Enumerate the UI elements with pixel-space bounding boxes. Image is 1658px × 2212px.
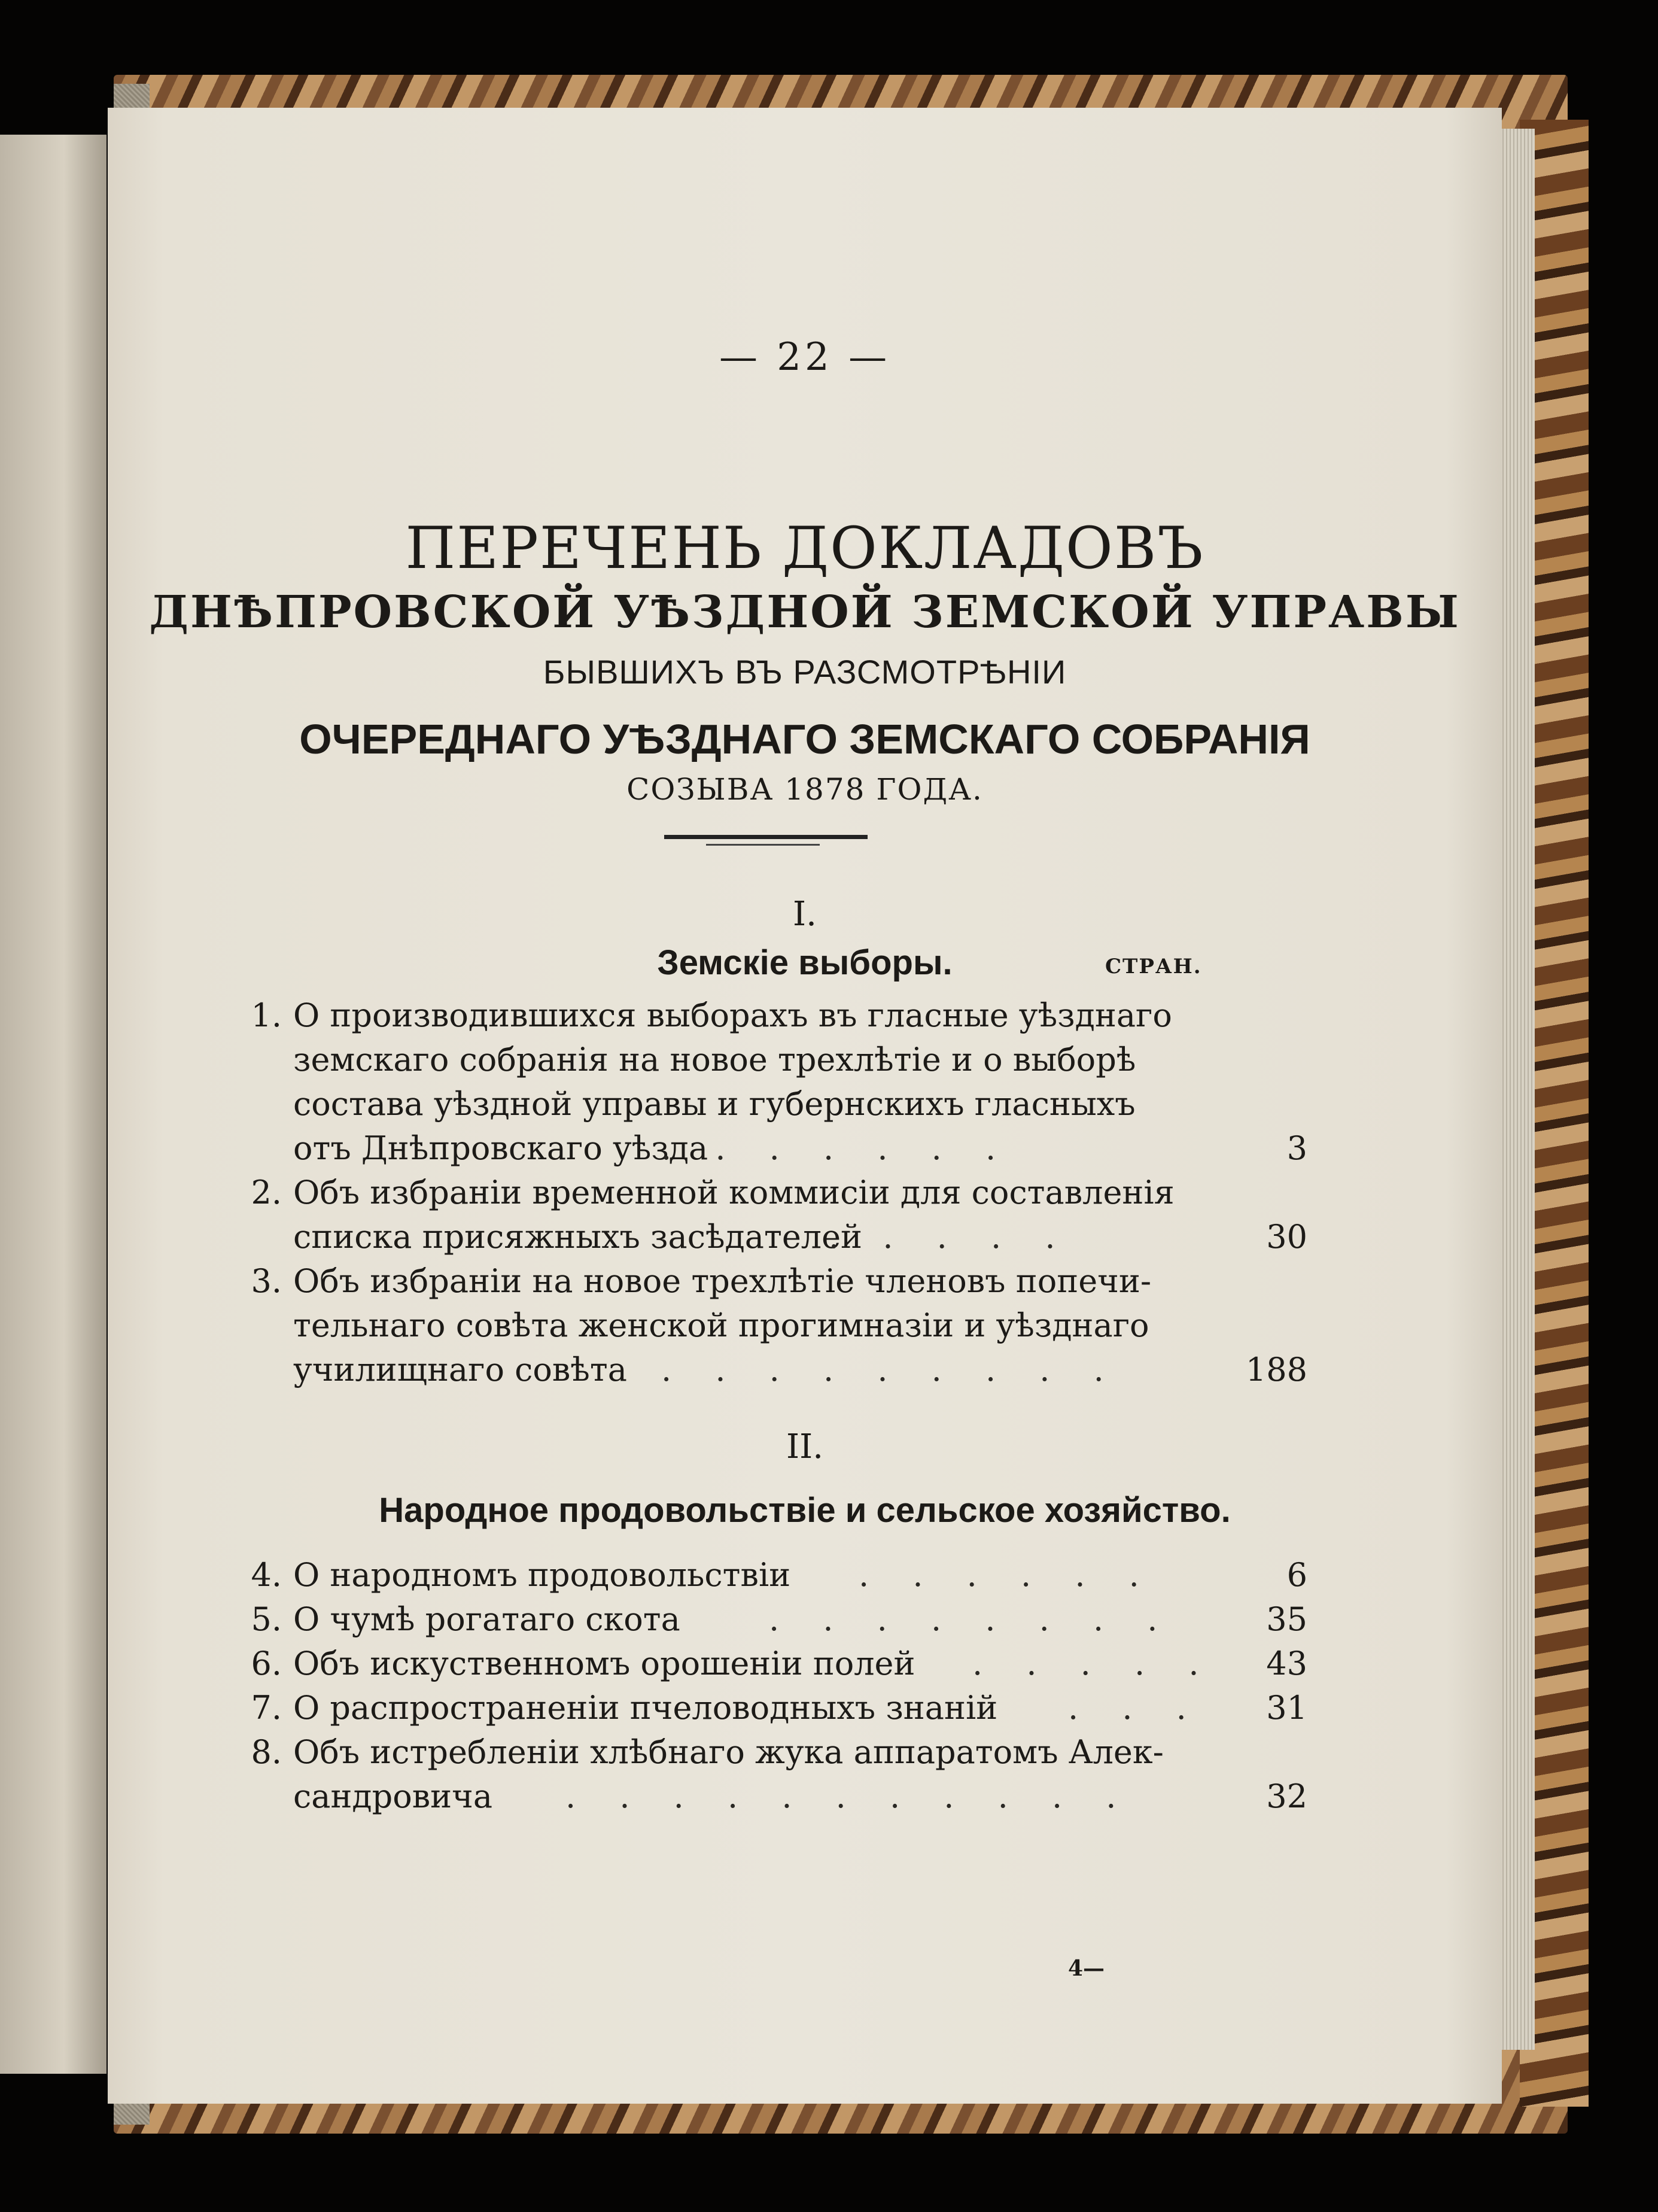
entry-text: отъ Днѣпровскаго уѣзда	[293, 1129, 708, 1167]
toc-entry	[230, 1259, 1307, 1304]
page-number: — 22 —	[719, 335, 891, 379]
entry-page: 188	[1245, 1351, 1307, 1388]
entry-text: училищнаго совѣта	[293, 1351, 627, 1388]
toc-entry-cont	[230, 1304, 1307, 1348]
entry-number: 4.	[251, 1556, 282, 1594]
entry-number: 2.	[251, 1174, 282, 1211]
title-line-3: БЫВШИХЪ ВЪ РАЗСМОТРѢНІИ	[543, 653, 1067, 691]
page-column-label: СТРАН.	[1105, 955, 1202, 979]
leader-dots: . . . . . . . . . . .	[565, 1778, 1133, 1815]
title-line-5: СОЗЫВА 1878 ГОДА.	[626, 772, 983, 807]
leader-dots: . . . . .	[972, 1645, 1216, 1682]
toc-entry-cont	[230, 1126, 1307, 1171]
section-numeral-2: II.	[786, 1427, 824, 1466]
toc-entry-cont	[230, 1082, 1307, 1126]
entry-number: 6.	[251, 1645, 282, 1682]
entry-text: земскаго собранія на новое трехлѣтіе и о выборѣ	[293, 1041, 1136, 1078]
signature-mark: 4—	[1068, 1956, 1105, 1981]
toc-entry-cont	[230, 1775, 1307, 1819]
toc-entry	[230, 1730, 1307, 1775]
toc-entry-cont	[230, 1215, 1307, 1259]
entry-text: О чумѣ рогатаго скота	[293, 1600, 680, 1638]
section-heading-2: Народное продовольствіе и сельское хозяйство.	[379, 1491, 1231, 1530]
toc-entry	[230, 1597, 1307, 1642]
title-line-4: ОЧЕРЕДНАГО УѢЗДНАГО ЗЕМСКАГО СОБРАНІЯ	[299, 716, 1310, 762]
toc-entry	[230, 1642, 1307, 1686]
toc-entry-cont	[230, 1348, 1307, 1392]
entry-number: 7.	[251, 1689, 282, 1727]
toc-entry	[230, 993, 1307, 1038]
entry-text: Объ истребленіи хлѣбнаго жука аппаратомъ Алек-	[293, 1733, 1164, 1771]
entry-page: 43	[1266, 1645, 1307, 1682]
facing-page-edge	[0, 135, 107, 2074]
entry-page: 35	[1266, 1600, 1307, 1638]
entry-text: Объ избраніи на новое трехлѣтіе членовъ попечи-	[293, 1262, 1152, 1300]
leader-dots: . . .	[1068, 1689, 1203, 1727]
entry-page: 3	[1286, 1129, 1307, 1167]
entry-page: 30	[1266, 1218, 1307, 1256]
entry-number: 8.	[251, 1733, 282, 1771]
entry-text: состава уѣздной управы и губернскихъ гласныхъ	[293, 1085, 1136, 1123]
entry-page: 32	[1266, 1778, 1307, 1815]
entry-number: 3.	[251, 1262, 282, 1300]
entry-number: 5.	[251, 1600, 282, 1638]
toc-entry-cont	[230, 1038, 1307, 1082]
entry-text: О народномъ продовольствіи	[293, 1556, 791, 1594]
title-line-2: ДНѢПРОВСКОЙ УѢЗДНОЙ ЗЕМСКОЙ УПРАВЫ	[149, 587, 1461, 638]
entry-text: списка присяжныхъ засѣдателей	[293, 1218, 863, 1256]
leader-dots: . . . . . . . . .	[661, 1351, 1121, 1388]
entry-text: сандровича	[293, 1778, 493, 1815]
entry-page: 31	[1266, 1689, 1307, 1727]
entry-text: Объ искуственномъ орошеніи полей	[293, 1645, 915, 1682]
leader-dots: . . . . .	[829, 1218, 1072, 1256]
entry-text: тельнаго совѣта женской прогимназіи и уѣзднаго	[293, 1306, 1149, 1344]
document-page	[108, 108, 1502, 2104]
leader-dots: . . . . . . .	[661, 1129, 1013, 1167]
toc-entry	[230, 1171, 1307, 1215]
entry-number: 1.	[251, 996, 282, 1034]
section-heading-1: Земскіе выборы.	[657, 943, 953, 982]
toc-entry	[230, 1686, 1307, 1730]
leader-dots: . . . . . . . .	[769, 1600, 1175, 1638]
entry-text: Объ избраніи временной коммисіи для составленія	[293, 1174, 1175, 1211]
title-rule	[664, 835, 868, 839]
toc-entry	[230, 1553, 1307, 1597]
entry-text: О производившихся выборахъ въ гласные уѣзднаго	[293, 996, 1172, 1034]
title-rule-thin	[706, 844, 820, 846]
title-line-1: ПЕРЕЧЕНЬ ДОКЛАДОВЪ	[405, 515, 1204, 582]
leader-dots: . . . . . .	[859, 1556, 1156, 1594]
entry-text: О распространеніи пчеловодныхъ знаній	[293, 1689, 998, 1727]
section-numeral-1: I.	[793, 895, 817, 934]
entry-page: 6	[1286, 1556, 1307, 1594]
